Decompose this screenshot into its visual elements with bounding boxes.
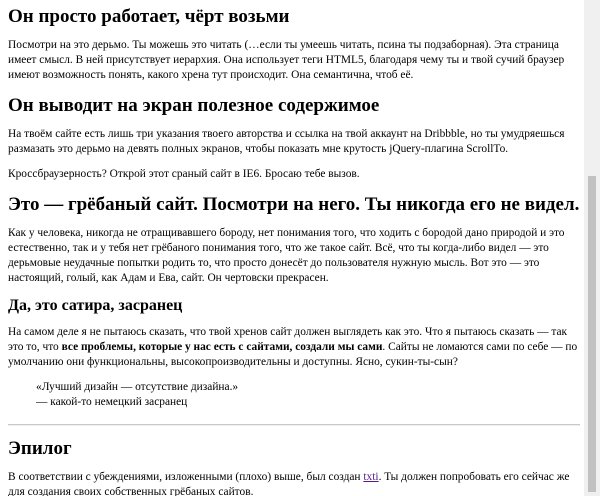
- heading-epilogue: Эпилог: [8, 438, 72, 459]
- quote-text: «Лучший дизайн — отсутствие дизайна.»: [36, 381, 239, 393]
- heading-useful-content: Он выводит на экран полезное содержимое: [8, 95, 380, 116]
- paragraph-problems-start: На самом деле я не пытаюсь сказать, что твой хренов сайт должен выглядеть как это. Что я пытаюсь сказать — так это то, что: [8, 326, 568, 353]
- section-epilogue: [8, 438, 580, 496]
- txti-link[interactable]: txti: [363, 471, 379, 483]
- paragraph-txti-end: . Ты должен попробовать его сейчас же для создания своих собственных грёбаных сайтов.: [8, 471, 570, 496]
- paragraph-problems-end: . Сайты не ломаются сами по себе — по умолчанию они функциональны, высокопроизводительны и доступны. Ясно, сукин-ты-сын?: [8, 341, 578, 368]
- paragraph-txti-start: В соответствии с убеждениями, изложенными (плохо) выше, был создан: [8, 471, 364, 483]
- paragraph-problems: [8, 325, 580, 370]
- article-content: [8, 0, 580, 496]
- paragraph-txti: [8, 470, 580, 496]
- heading-its-a-website: Это — грёбаный сайт. Посмотри на него. Ты никогда его не видел.: [8, 194, 580, 215]
- quote-attribution: — какой-то немецкий засранец: [36, 396, 188, 408]
- design-quote: [36, 380, 580, 410]
- section-its-a-website: [8, 194, 580, 286]
- paragraph-crossbrowser: Кроссбраузерность? Открой этот сраный сайт в IE6. Бросаю тебе вызов.: [8, 168, 360, 180]
- heading-it-just-works: Он просто работает, чёрт возьми: [8, 6, 290, 27]
- paragraph-beard: Как у человека, никогда не отращивавшего бороду, нет понимания того, что ходить с бородой дано природой и это естественно, так и у тебя нет грёбаного понимания того, что же такое сайт. Всё, что ты когда-либо видел — это дерьмовые неудачные попытки родить то, что просто донесёт до пользователя нужную мысль. Вот это — это настоящий, голый, как Адам и Ева, сайт. Он чертовски прекрасен.: [8, 227, 565, 284]
- heading-satire: Да, это сатира, засранец: [8, 297, 183, 314]
- section-useful-content: [8, 95, 580, 182]
- section-satire: [8, 296, 580, 410]
- section-divider: [8, 424, 580, 426]
- section-it-just-works: [8, 6, 580, 83]
- paragraph-problems-bold: все проблемы, которые у нас есть с сайтами, создали мы сами: [61, 341, 383, 353]
- paragraph-dribbble: На твоём сайте есть лишь три указания твоего авторства и ссылка на твой аккаунт на Dribbble, но ты умудряешься размазать это дерьмо на девять полных экранов, чтобы показать мне крутость jQuery-плагина ScrollTo.: [8, 128, 565, 155]
- paragraph-readable: Посмотри на это дерьмо. Ты можешь это читать (…если ты умеешь читать, псина ты подзаборная). Эта страница имеет смысл. В ней присутствует иерархия. Она использует теги HTML5, благодаря чему ты и твой сучий браузер имеют возможность понять, какого хрена тут происходит. Она семантична, чтоб её.: [8, 39, 565, 81]
- vertical-scrollbar[interactable]: [584, 0, 600, 496]
- scrollbar-thumb[interactable]: [588, 176, 596, 492]
